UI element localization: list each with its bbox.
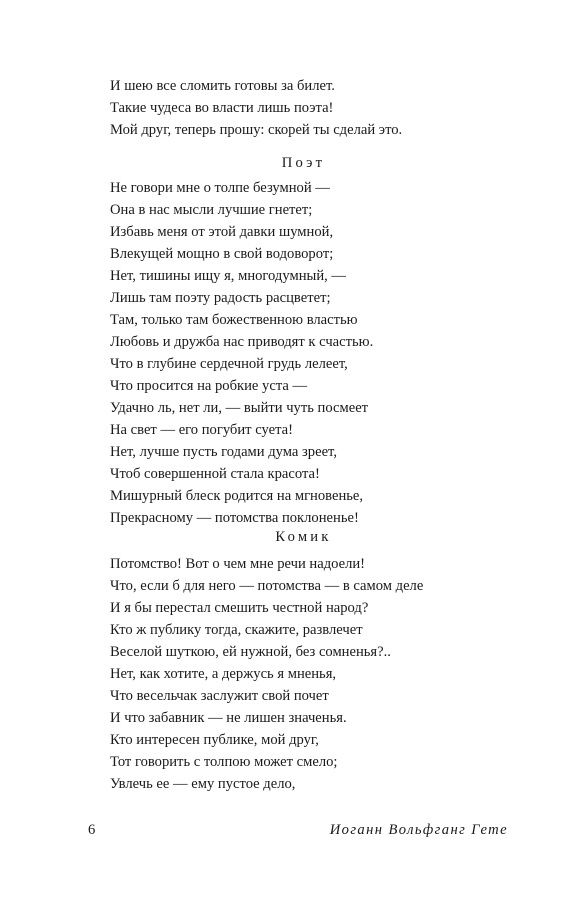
page-number: 6 [88,822,96,838]
verse-line: Что просится на робкие уста — [110,378,308,394]
verse-line: И что забавник — не лишен значенья. [110,710,347,726]
verse-line: Влекущей мощно в свой водоворот; [110,246,334,262]
verse-line: Избавь меня от этой давки шумной, [110,224,334,240]
verse-line: Любовь и дружба нас приводят к счастью. [110,334,374,350]
verse-line: Такие чудеса во власти лишь поэта! [110,100,334,116]
verse-line: Что в глубине сердечной грудь лелеет, [110,356,348,372]
verse-line: Тот говорить с толпою может смело; [110,754,338,770]
verse-line: Лишь там поэту радость расцветет; [110,290,331,306]
verse-line: Нет, лучше пусть годами дума зреет, [110,444,337,460]
running-author: Иоганн Вольфганг Гете [329,822,508,838]
verse-line: Там, только там божественною властью [110,312,358,328]
verse-block-comic [110,553,530,795]
verse-block-poet [110,177,530,529]
verse-line: Нет, тишины ищу я, многодумный, — [110,268,347,284]
verse-line: Чтоб совершенной стала красота! [110,466,320,482]
speaker-heading-poet: Поэт [281,155,326,171]
verse-line: Что, если б для него — потомства — в самом деле [110,578,424,594]
verse-line: Не говори мне о толпе безумной — [110,180,330,196]
verse-line: Нет, как хотите, а держусь я мненья, [110,666,337,682]
verse-line: На свет — его погубит суета! [110,422,293,438]
verse-line: Мой друг, теперь прошу: скорей ты сделай это. [110,122,403,138]
verse-line: И шею все сломить готовы за билет. [110,78,335,94]
speaker-heading-comic: Комик [275,529,332,545]
verse-line: И я бы перестал смешить честной народ? [110,600,369,616]
verse-line: Кто ж публику тогда, скажите, развлечет [110,622,363,638]
verse-line: Веселой шуткою, ей нужной, без сомненья?.. [110,644,391,660]
verse-line: Увлечь ее — ему пустое дело, [110,776,296,792]
verse-block-intro [110,75,530,141]
verse-line: Что весельчак заслужит свой почет [110,688,329,704]
verse-line: Мишурный блеск родится на мгновенье, [110,488,364,504]
verse-line: Удачно ль, нет ли, — выйти чуть посмеет [110,400,369,416]
verse-line: Потомство! Вот о чем мне речи надоели! [110,556,366,572]
verse-line: Прекрасному — потомства поклоненье! [110,510,359,526]
verse-line: Кто интересен публике, мой друг, [110,732,319,748]
verse-line: Она в нас мысли лучшие гнетет; [110,202,313,218]
